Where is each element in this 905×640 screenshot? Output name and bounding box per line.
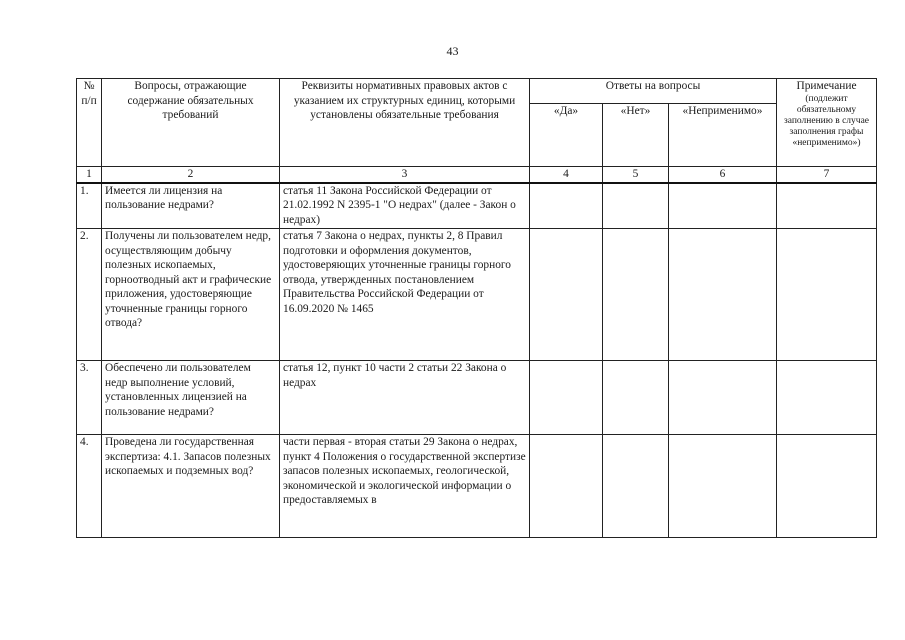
answer-yes-cell[interactable]: [530, 183, 603, 229]
header-number: № п/п: [77, 79, 102, 167]
checklist-table: [76, 78, 877, 538]
row-question: Проведена ли государственная экспертиза: 4.1. Запасов полезных ископаемых и подземных вод?: [102, 435, 280, 538]
answer-yes-cell[interactable]: [530, 435, 603, 538]
header-note-title: Примечание: [796, 80, 857, 92]
column-number: 4: [530, 167, 603, 183]
row-number: 2.: [77, 229, 102, 361]
row-reference: статья 7 Закона о недрах, пункты 2, 8 Правил подготовки и оформления документов, удостоверяющих уточненные границы горного отвода, утвержденных постановлением Правительства Российской Федерации от 16.09.2020 № 1465: [280, 229, 530, 361]
header-na: «Неприменимо»: [669, 104, 777, 167]
answer-no-cell[interactable]: [603, 435, 669, 538]
column-number: 5: [603, 167, 669, 183]
answer-yes-cell[interactable]: [530, 361, 603, 435]
header-note: [777, 79, 877, 167]
row-question: Обеспечено ли пользователем недр выполнение условий, установленных лицензией на пользование недрами?: [102, 361, 280, 435]
column-number: 2: [102, 167, 280, 183]
row-number: 4.: [77, 435, 102, 538]
note-cell[interactable]: [777, 361, 877, 435]
header-yes: «Да»: [530, 104, 603, 167]
table-row: [77, 361, 877, 435]
answer-na-cell[interactable]: [669, 229, 777, 361]
header-row-1: [77, 79, 877, 104]
row-reference: части первая - вторая статьи 29 Закона о недрах, пункт 4 Положения о государственной экспертизе запасов полезных ископаемых, геологической, экономической и экологической информации о предоставляемых в: [280, 435, 530, 538]
column-number: 7: [777, 167, 877, 183]
row-reference: статья 11 Закона Российской Федерации от 21.02.1992 N 2395-1 "О недрах" (далее - Закон о недрах): [280, 183, 530, 229]
answer-no-cell[interactable]: [603, 361, 669, 435]
row-reference: статья 12, пункт 10 части 2 статьи 22 Закона о недрах: [280, 361, 530, 435]
row-question: Получены ли пользователем недр, осуществляющим добычу полезных ископаемых, горноотводный акт и графические приложения, удостоверяющие уточненные границы горного отвода?: [102, 229, 280, 361]
column-number: 6: [669, 167, 777, 183]
table-row: [77, 229, 877, 361]
answer-na-cell[interactable]: [669, 183, 777, 229]
header-reference: Реквизиты нормативных правовых актов с указанием их структурных единиц, которыми установлены обязательные требования: [280, 79, 530, 167]
table-row: [77, 435, 877, 538]
answer-no-cell[interactable]: [603, 229, 669, 361]
header-no: «Нет»: [603, 104, 669, 167]
header-note-subtitle: (подлежит обязательному заполнению в случае заполнения графы «неприменимо»): [783, 93, 869, 148]
column-number: 3: [280, 167, 530, 183]
answer-no-cell[interactable]: [603, 183, 669, 229]
row-number: 1.: [77, 183, 102, 229]
header-answers: Ответы на вопросы: [530, 79, 777, 104]
column-number-row: [77, 167, 877, 183]
page-number: 43: [446, 44, 459, 58]
note-cell[interactable]: [777, 435, 877, 538]
table-row: [77, 183, 877, 229]
header-question: Вопросы, отражающие содержание обязательных требований: [102, 79, 280, 167]
row-question: Имеется ли лицензия на пользование недрами?: [102, 183, 280, 229]
note-cell[interactable]: [777, 183, 877, 229]
row-number: 3.: [77, 361, 102, 435]
answer-yes-cell[interactable]: [530, 229, 603, 361]
answer-na-cell[interactable]: [669, 435, 777, 538]
column-number: 1: [77, 167, 102, 183]
note-cell[interactable]: [777, 229, 877, 361]
answer-na-cell[interactable]: [669, 361, 777, 435]
